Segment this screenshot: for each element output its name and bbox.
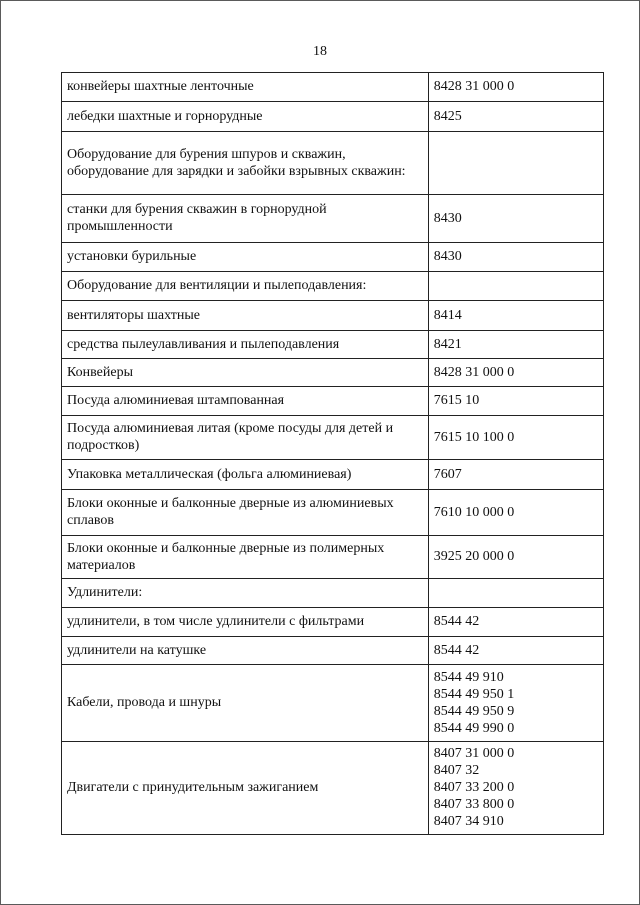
page-number: 18 (313, 44, 327, 59)
code-line: 8407 34 910 (433, 814, 504, 829)
code-list-cell (428, 665, 603, 742)
product-name-cell: Упаковка металлическая (фольга алюминиевая) (62, 460, 429, 490)
code-cell (428, 579, 603, 608)
code-cell: 8414 (428, 301, 603, 331)
code-cell: 8428 31 000 0 (428, 359, 603, 387)
code-cell: 8425 (428, 102, 603, 132)
code-line: 8407 33 200 0 (433, 780, 515, 795)
code-cell: 8428 31 000 0 (428, 73, 603, 102)
product-name-cell: лебедки шахтные и горнорудные (62, 102, 429, 132)
table-row (62, 460, 604, 490)
code-cell: 8544 42 (428, 608, 603, 637)
table-row (62, 579, 604, 608)
product-name-cell: установки бурильные (62, 243, 429, 272)
code-line: 8544 49 910 (433, 669, 504, 685)
product-name-cell: Посуда алюминиевая штампованная (62, 387, 429, 416)
table-row (62, 536, 604, 579)
product-name-cell: Конвейеры (62, 359, 429, 387)
table-row (62, 637, 604, 665)
code-line: 8407 32 (433, 763, 480, 778)
table-row (62, 102, 604, 132)
code-list-cell (428, 742, 603, 835)
code-cell: 3925 20 000 0 (428, 536, 603, 579)
code-cell: 8421 (428, 331, 603, 359)
table-row (62, 195, 604, 243)
code-cell: 7610 10 000 0 (428, 490, 603, 536)
code-line: 8544 49 950 9 (433, 703, 515, 719)
table-row (62, 387, 604, 416)
product-name-cell: средства пылеулавливания и пылеподавления (62, 331, 429, 359)
product-name-cell: станки для бурения скважин в горнорудной промышленности (62, 195, 429, 243)
table-row (62, 416, 604, 460)
table-row (62, 132, 604, 195)
code-cell: 7615 10 (428, 387, 603, 416)
code-cell: 7615 10 100 0 (428, 416, 603, 460)
product-name-cell: Двигатели с принудительным зажиганием (62, 742, 429, 835)
code-line: 8407 33 800 0 (433, 797, 515, 812)
section-heading-cell: Удлинители: (62, 579, 429, 608)
section-heading-cell: Оборудование для бурения шпуров и скважин, оборудование для зарядки и забойки взрывных скважин: (62, 132, 429, 195)
product-code-table (61, 72, 604, 835)
table-row (62, 73, 604, 102)
code-line: 8407 31 000 0 (433, 746, 515, 761)
product-name-cell: удлинители, в том числе удлинители с фильтрами (62, 608, 429, 637)
table-row (62, 742, 604, 835)
table-row (62, 490, 604, 536)
product-name-cell: Кабели, провода и шнуры (62, 665, 429, 742)
product-name-cell: удлинители на катушке (62, 637, 429, 665)
code-line: 8544 49 950 1 (433, 686, 515, 702)
code-cell: 8544 42 (428, 637, 603, 665)
code-line: 8544 49 990 0 (433, 720, 515, 736)
table-row (62, 243, 604, 272)
table-row (62, 665, 604, 742)
section-heading-cell: Оборудование для вентиляции и пылеподавления: (62, 272, 429, 301)
product-name-cell: конвейеры шахтные ленточные (62, 73, 429, 102)
product-name-cell: Блоки оконные и балконные дверные из алюминиевых сплавов (62, 490, 429, 536)
code-cell: 8430 (428, 195, 603, 243)
table-row (62, 359, 604, 387)
table-row (62, 331, 604, 359)
product-name-cell: вентиляторы шахтные (62, 301, 429, 331)
table-row (62, 272, 604, 301)
code-cell: 7607 (428, 460, 603, 490)
table-row (62, 301, 604, 331)
product-name-cell: Блоки оконные и балконные дверные из полимерных материалов (62, 536, 429, 579)
code-cell: 8430 (428, 243, 603, 272)
table-row (62, 608, 604, 637)
code-cell (428, 272, 603, 301)
product-name-cell: Посуда алюминиевая литая (кроме посуды для детей и подростков) (62, 416, 429, 460)
code-cell (428, 132, 603, 195)
